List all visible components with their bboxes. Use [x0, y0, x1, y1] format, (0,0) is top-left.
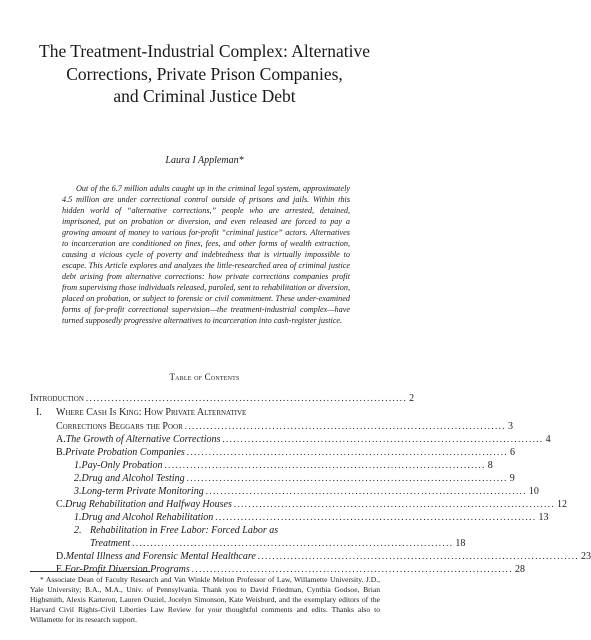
title-line: and Criminal Justice Debt: [113, 86, 296, 106]
toc-marker: 2.: [74, 525, 82, 536]
toc-page-number: 12: [557, 499, 568, 510]
footnote-rule: [30, 571, 150, 572]
toc-leader: ........................................................................................: [233, 499, 556, 509]
toc-entry[interactable]: [74, 485, 539, 498]
toc-entry-title: Where Cash Is King: How Private Alternative: [56, 407, 247, 418]
toc-entry[interactable]: [74, 524, 376, 537]
toc-entry[interactable]: [56, 550, 591, 563]
toc-entry-title: Pay-Only Probation: [81, 460, 163, 471]
toc-page-number: 10: [528, 486, 539, 497]
toc-entry[interactable]: [74, 511, 549, 524]
toc-entry[interactable]: [74, 459, 493, 472]
toc-entry-title: Private Probation Companies: [65, 447, 185, 458]
toc-leader: ........................................................................................: [85, 393, 408, 403]
toc-marker: A.: [56, 434, 66, 445]
toc-leader: ........................................................................................: [257, 551, 579, 561]
toc-leader: ........................................................................................: [215, 512, 537, 522]
toc-page-number: 6: [510, 447, 515, 458]
toc-leader: ........................................................................................: [191, 564, 513, 574]
toc-entry[interactable]: [30, 392, 415, 405]
toc-leader: ........................................................................................: [186, 447, 508, 457]
toc-entry[interactable]: [56, 446, 515, 459]
toc-entry-title: Mental Illness and Forensic Mental Healthcare: [65, 551, 256, 562]
toc-page-number: 23: [581, 551, 591, 562]
author-footnote: * Associate Dean of Faculty Research and Van Winkle Melton Professor of Law, Willamette University. J.D., Yale University; B.A., M.A., Univ. of Pennsylvania. Thank you to David Friedman, Cynthia Godsoe, Brian Highsmith, Alexis Karteron, Lauren Ouziel, Jocelyn Simonson, Kate Weisburd, and the exemplary editors of the Harvard Civil Rights-Civil Liberties Law Review for your thoughtful comments and edits. Thanks also to Willamette for its research support.: [30, 575, 380, 624]
toc-page-number: 4: [545, 434, 551, 445]
toc-marker: C.: [56, 499, 66, 510]
toc-entry[interactable]: [90, 537, 466, 550]
toc-entry-title: Drug and Alcohol Testing: [81, 473, 185, 484]
toc-marker: 1.: [74, 512, 82, 523]
toc-leader: ........................................................................................: [184, 421, 506, 431]
toc-entry-title: For-Profit Diversion Programs: [64, 564, 190, 575]
abstract: Out of the 6.7 million adults caught up in the criminal legal system, approximately 4.5 million are under correctional control outside of prisons and jails. Within this hidden world of “alternative corrections,” people who are arrested, detained, imprisoned, put on probation or diversion, and even released are forced to pay a growing amount of money to various for-profit “criminal justice” actors. Alternatives to incarceration are conditioned on fines, fees, and other forms of wealth extraction, causing a vicious cycle of poverty and indebtedness that is virtually impossible to escape. This Article explores and analyzes the little-researched area of criminal justice debt arising from alternative corrections: how private corrections companies profit from supervising those individuals released, paroled, sent to rehabilitation or diversion, placed on probation, or subject to forensic or civil commitment. These under-examined forms of for-profit correctional supervision—the treatment-industrial complex—have turned supposedly progressive alternatives to incarceration into cash-register justice.: [62, 184, 350, 325]
title-line: Corrections, Private Prison Companies,: [66, 63, 343, 84]
toc-page-number: 3: [507, 421, 513, 432]
toc-page-number: 13: [538, 512, 549, 523]
toc-marker: 1.: [74, 460, 82, 471]
toc-marker: E.: [56, 564, 65, 575]
toc-marker: I.: [36, 407, 42, 418]
toc-page-number: 18: [455, 538, 466, 549]
toc-page-number: 2: [409, 393, 415, 404]
toc-marker: 2.: [74, 473, 82, 484]
toc-leader: ........................................................................................: [222, 434, 544, 444]
toc-entry-title: The Growth of Alternative Corrections: [65, 434, 221, 445]
toc-entry-title: Introduction: [30, 393, 84, 404]
toc-entry[interactable]: [36, 406, 376, 419]
toc-entry[interactable]: [56, 433, 551, 446]
toc-marker: B.: [56, 447, 66, 458]
toc-leader: ........................................................................................: [205, 486, 527, 496]
toc-leader: ........................................................................................: [132, 538, 454, 548]
toc-page-number: 8: [487, 460, 493, 471]
toc-page-number: 9: [509, 473, 515, 484]
toc-entry[interactable]: [56, 420, 513, 433]
toc-heading: Table of Contents: [169, 372, 240, 382]
toc-entry-title: Treatment: [90, 538, 131, 549]
toc-entry-title: Drug and Alcohol Rehabilitation: [81, 512, 214, 523]
toc-entry-title: Drug Rehabilitation and Halfway Houses: [65, 499, 232, 510]
title-line: The Treatment-Industrial Complex: Alternative: [39, 41, 370, 61]
toc-marker: D.: [56, 551, 66, 562]
toc-leader: ........................................................................................: [164, 460, 486, 470]
toc-entry[interactable]: [74, 472, 515, 485]
toc-entry-title: Corrections Beggars the Poor: [56, 421, 183, 432]
toc-entry[interactable]: [56, 498, 568, 511]
toc-entry-title: Long-term Private Monitoring: [81, 486, 204, 497]
toc-entry-title: Rehabilitation in Free Labor: Forced Labor as: [90, 525, 279, 536]
toc-marker: 3.: [74, 486, 82, 497]
toc-page-number: 28: [514, 564, 525, 575]
author-name: Laura I Appleman*: [165, 155, 244, 166]
toc-leader: ........................................................................................: [186, 473, 508, 483]
